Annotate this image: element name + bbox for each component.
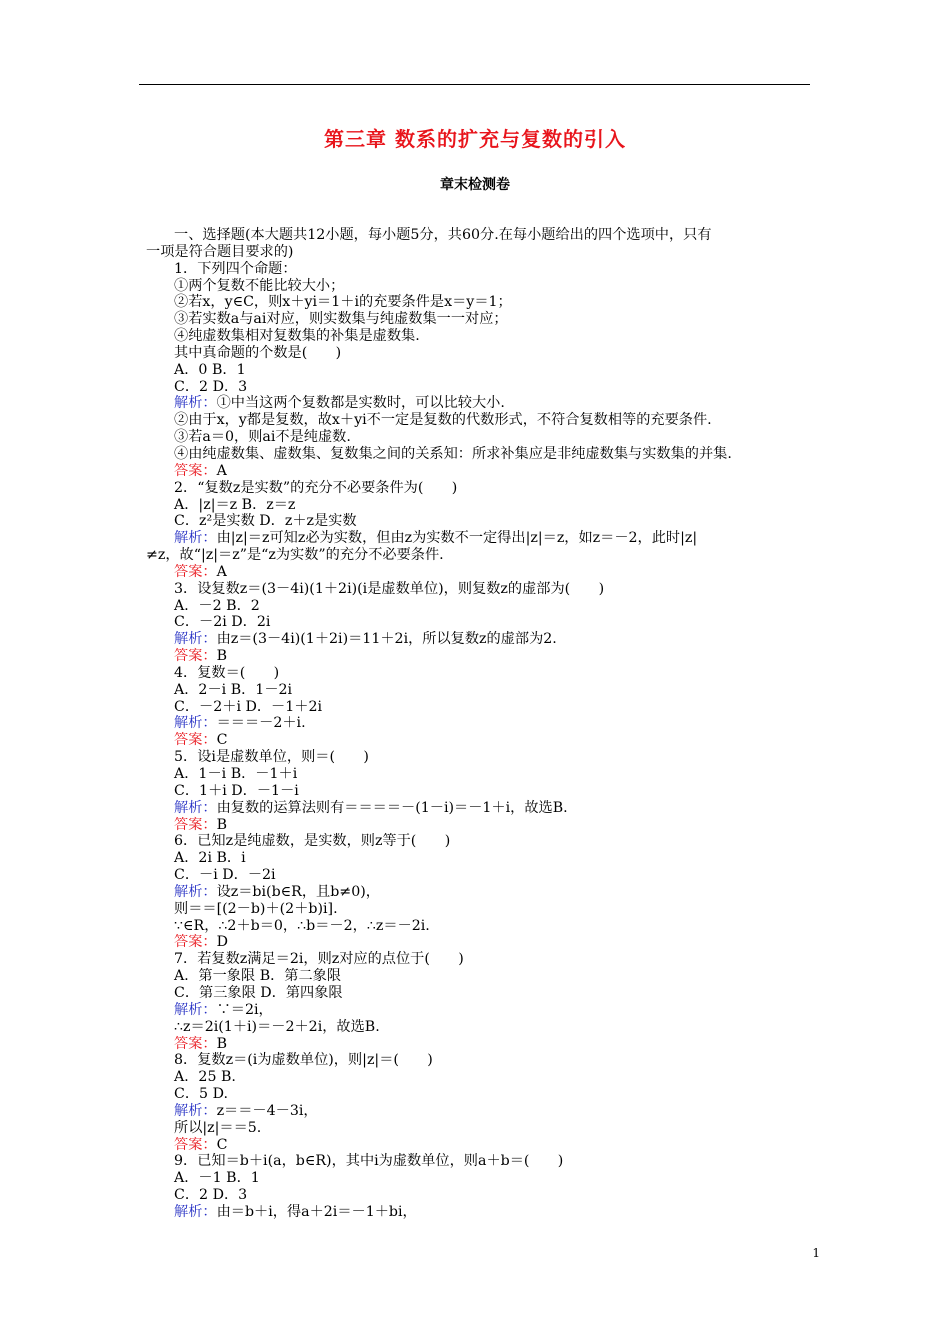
text-line xyxy=(146,1036,822,1053)
line-text: C．5 D. xyxy=(174,1086,228,1103)
text-line xyxy=(146,918,822,935)
text-line xyxy=(146,766,822,783)
text-line xyxy=(146,429,822,446)
line-text: A．1－i B．－1＋i xyxy=(174,766,298,782)
line-text: ①两个复数不能比较大小； xyxy=(174,277,345,294)
text-line xyxy=(146,665,822,682)
line-text: A xyxy=(216,563,227,580)
text-line xyxy=(146,850,822,867)
line-text: 所以|z|＝＝5. xyxy=(174,1119,262,1136)
text-line xyxy=(146,1204,822,1221)
line-text: 2．“复数z是实数”的充分不必要条件为( ) xyxy=(174,479,458,496)
answer-label: 答案： xyxy=(174,462,217,479)
line-text: ∵∈R，∴2＋b＝0，∴b＝－2，∴z＝－2i. xyxy=(174,917,430,934)
answer-label: 答案： xyxy=(174,1136,217,1153)
text-line xyxy=(146,1086,822,1103)
text-line xyxy=(146,261,822,278)
text-line xyxy=(146,463,822,480)
text-line xyxy=(146,227,822,244)
line-text: ＝＝＝－2＋i. xyxy=(216,715,306,732)
line-text: A．25 B. xyxy=(174,1069,236,1086)
text-line xyxy=(146,530,822,547)
text-line xyxy=(146,901,822,918)
line-text: A．第一象限 B．第二象限 xyxy=(174,968,342,985)
text-line xyxy=(146,412,822,429)
section-subtitle: 章末检测卷 xyxy=(440,177,510,193)
line-text: A．2－i B．1－2i xyxy=(174,681,293,698)
analysis-label: 解析： xyxy=(174,631,217,648)
text-line xyxy=(146,1103,822,1120)
text-line xyxy=(146,715,822,732)
line-text: C．2 D．3 xyxy=(174,1187,248,1204)
answer-label: 答案： xyxy=(174,934,217,951)
line-text: 3．设复数z＝(3－4i)(1＋2i)(i是虚数单位)，则复数z的虚部为( ) xyxy=(174,580,605,597)
text-line xyxy=(146,1153,822,1170)
line-text: ①中当这两个复数都是实数时，可以比较大小. xyxy=(216,395,505,412)
line-text: 6．已知z是纯虚数，是实数，则z等于( ) xyxy=(174,833,451,850)
analysis-label: 解析： xyxy=(174,1102,217,1119)
line-text: C．－2i D．2i xyxy=(174,614,271,631)
document-body xyxy=(146,227,822,1221)
text-line xyxy=(146,732,822,749)
text-line xyxy=(146,480,822,497)
line-text: A xyxy=(216,462,227,479)
text-line xyxy=(146,328,822,345)
text-line xyxy=(146,951,822,968)
text-line xyxy=(146,598,822,615)
line-text: 由＝b＋i，得a＋2i＝－1＋bi， xyxy=(216,1203,417,1220)
text-line xyxy=(146,648,822,665)
line-text: C xyxy=(216,732,228,749)
line-text: A．|z|＝z B．z＝z xyxy=(174,496,296,513)
line-text: 一项是符合题目要求的) xyxy=(146,243,294,260)
line-text: ∵＝2i， xyxy=(216,1001,273,1018)
text-line xyxy=(146,581,822,598)
line-text: 设z＝bi(b∈R，且b≠0)， xyxy=(216,883,380,900)
text-line xyxy=(146,934,822,951)
chapter-title: 第三章 数系的扩充与复数的引入 xyxy=(324,127,626,151)
text-line xyxy=(146,513,822,530)
line-text: A．－1 B．1 xyxy=(174,1170,260,1187)
line-text: ④由纯虚数集、虚数集、复数集之间的关系知：所求补集应是非纯虚数集与实数集的并集. xyxy=(174,445,732,462)
text-line xyxy=(146,985,822,1002)
line-text: z＝＝－4－3i， xyxy=(216,1102,318,1119)
text-line xyxy=(146,379,822,396)
header-rule xyxy=(139,84,810,85)
analysis-label: 解析： xyxy=(174,395,217,412)
text-line xyxy=(146,817,822,834)
analysis-label: 解析： xyxy=(174,883,217,900)
text-line xyxy=(146,867,822,884)
line-text: C．2 D．3 xyxy=(174,378,248,395)
answer-label: 答案： xyxy=(174,648,217,665)
text-line xyxy=(146,446,822,463)
line-text: 由复数的运算法则有＝＝＝＝－(1－i)＝－1＋i，故选B. xyxy=(216,799,568,816)
line-text: 5．设i是虚数单位，则＝( ) xyxy=(174,749,369,766)
text-line xyxy=(146,682,822,699)
text-line xyxy=(146,614,822,631)
text-line xyxy=(146,783,822,800)
line-text: C．z²是实数 D．z＋z是实数 xyxy=(174,513,357,530)
line-text: C．－2＋i D．－1＋2i xyxy=(174,698,323,715)
text-line xyxy=(146,278,822,295)
line-text: 一、选择题(本大题共12小题，每小题5分，共60分.在每小题给出的四个选项中，只有 xyxy=(174,227,712,243)
text-line xyxy=(146,547,822,564)
text-line xyxy=(146,1052,822,1069)
text-line xyxy=(146,800,822,817)
text-line xyxy=(146,395,822,412)
text-line xyxy=(146,294,822,311)
text-line xyxy=(146,564,822,581)
line-text: B xyxy=(216,816,228,833)
answer-label: 答案： xyxy=(174,732,217,749)
line-text: ②若x，y∈C，则x＋yi＝1＋i的充要条件是x＝y＝1； xyxy=(174,294,512,311)
line-text: 9．已知＝b＋i(a，b∈R)，其中i为虚数单位，则a＋b＝( ) xyxy=(174,1153,564,1170)
text-line xyxy=(146,244,822,261)
analysis-label: 解析： xyxy=(174,799,217,816)
line-text: ②由于x，y都是复数，故x＋yi不一定是复数的代数形式，不符合复数相等的充要条件. xyxy=(174,412,712,429)
page-number: 1 xyxy=(812,1246,820,1260)
text-line xyxy=(146,968,822,985)
text-line xyxy=(146,1170,822,1187)
text-line xyxy=(146,497,822,514)
analysis-label: 解析： xyxy=(174,715,217,732)
text-line xyxy=(146,749,822,766)
answer-label: 答案： xyxy=(174,1035,217,1052)
line-text: C xyxy=(216,1136,228,1153)
line-text: ≠z，故“|z|＝z”是“z为实数”的充分不必要条件. xyxy=(146,547,444,564)
line-text: C．1＋i D．－1－i xyxy=(174,782,299,799)
line-text: A．－2 B．2 xyxy=(174,597,260,614)
text-line xyxy=(146,1002,822,1019)
answer-label: 答案： xyxy=(174,816,217,833)
line-text: 8．复数z＝(i为虚数单位)，则|z|＝( ) xyxy=(174,1052,433,1069)
line-text: C．－i D．－2i xyxy=(174,867,276,884)
text-line xyxy=(146,1120,822,1137)
line-text: 其中真命题的个数是( ) xyxy=(174,344,342,361)
line-text: 由|z|＝z可知z必为实数，但由z为实数不一定得出|z|＝z，如z＝－2，此时|z| xyxy=(216,530,698,547)
line-text: 由z＝(3－4i)(1＋2i)＝11＋2i，所以复数z的虚部为2. xyxy=(216,631,557,648)
text-line xyxy=(146,833,822,850)
line-text: ③若实数a与ai对应，则实数集与纯虚数集一一对应； xyxy=(174,311,508,328)
text-line xyxy=(146,1187,822,1204)
answer-label: 答案： xyxy=(174,563,217,580)
text-line xyxy=(146,311,822,328)
line-text: B xyxy=(216,648,228,665)
line-text: ③若a＝0，则ai不是纯虚数. xyxy=(174,429,351,446)
text-line xyxy=(146,631,822,648)
text-line xyxy=(146,362,822,379)
text-line xyxy=(146,1137,822,1154)
line-text: C．第三象限 D．第四象限 xyxy=(174,984,343,1001)
text-line xyxy=(146,345,822,362)
text-line xyxy=(146,1069,822,1086)
analysis-label: 解析： xyxy=(174,530,217,547)
text-line xyxy=(146,699,822,716)
line-text: 4．复数＝( ) xyxy=(174,664,280,681)
text-line xyxy=(146,884,822,901)
line-text: 7．若复数z满足＝2i，则z对应的点位于( ) xyxy=(174,951,464,968)
line-text: ∴z＝2i(1＋i)＝－2＋2i，故选B. xyxy=(174,1018,380,1035)
line-text: A．2i B．i xyxy=(174,850,246,867)
line-text: ④纯虚数集相对复数集的补集是虚数集. xyxy=(174,328,420,345)
analysis-label: 解析： xyxy=(174,1001,217,1018)
line-text: D xyxy=(216,934,228,951)
line-text: A．0 B．1 xyxy=(174,361,246,378)
line-text: 1．下列四个命题： xyxy=(174,260,297,277)
text-line xyxy=(146,1019,822,1036)
line-text: B xyxy=(216,1035,228,1052)
analysis-label: 解析： xyxy=(174,1203,217,1220)
line-text: 则＝＝[(2－b)＋(2＋b)i]. xyxy=(174,900,338,917)
